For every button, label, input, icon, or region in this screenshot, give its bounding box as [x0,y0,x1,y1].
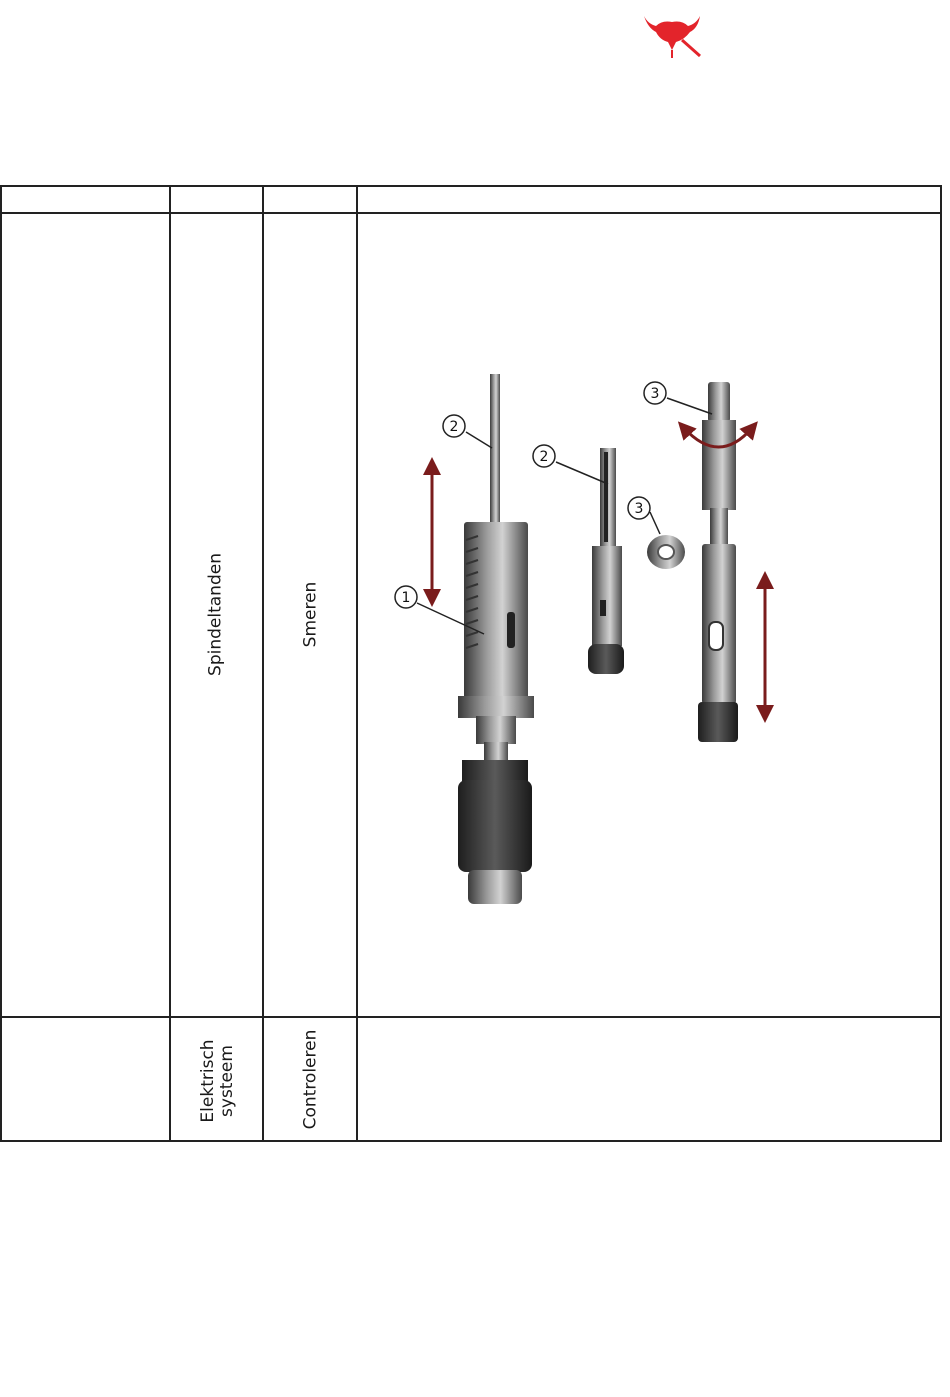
spindle-assembly-right [698,382,738,742]
spindle-assembly-left [458,374,534,904]
action-controleren: Controleren [300,1029,321,1130]
callout-label-2a: 2 [449,419,459,435]
spindle-part-middle [588,448,624,674]
ring-nut [647,535,685,569]
callout-label-3b: 3 [650,386,660,402]
component-spindeltanden: Spindeltanden [205,553,226,676]
callout-label-2b: 2 [539,449,549,465]
callout-label-3a: 3 [634,501,644,517]
action-smeren: Smeren [300,581,321,648]
component-line-1: Elektrisch [198,1039,218,1123]
callout-label-1: 1 [401,590,411,606]
component-line-2: systeem [217,1045,237,1117]
